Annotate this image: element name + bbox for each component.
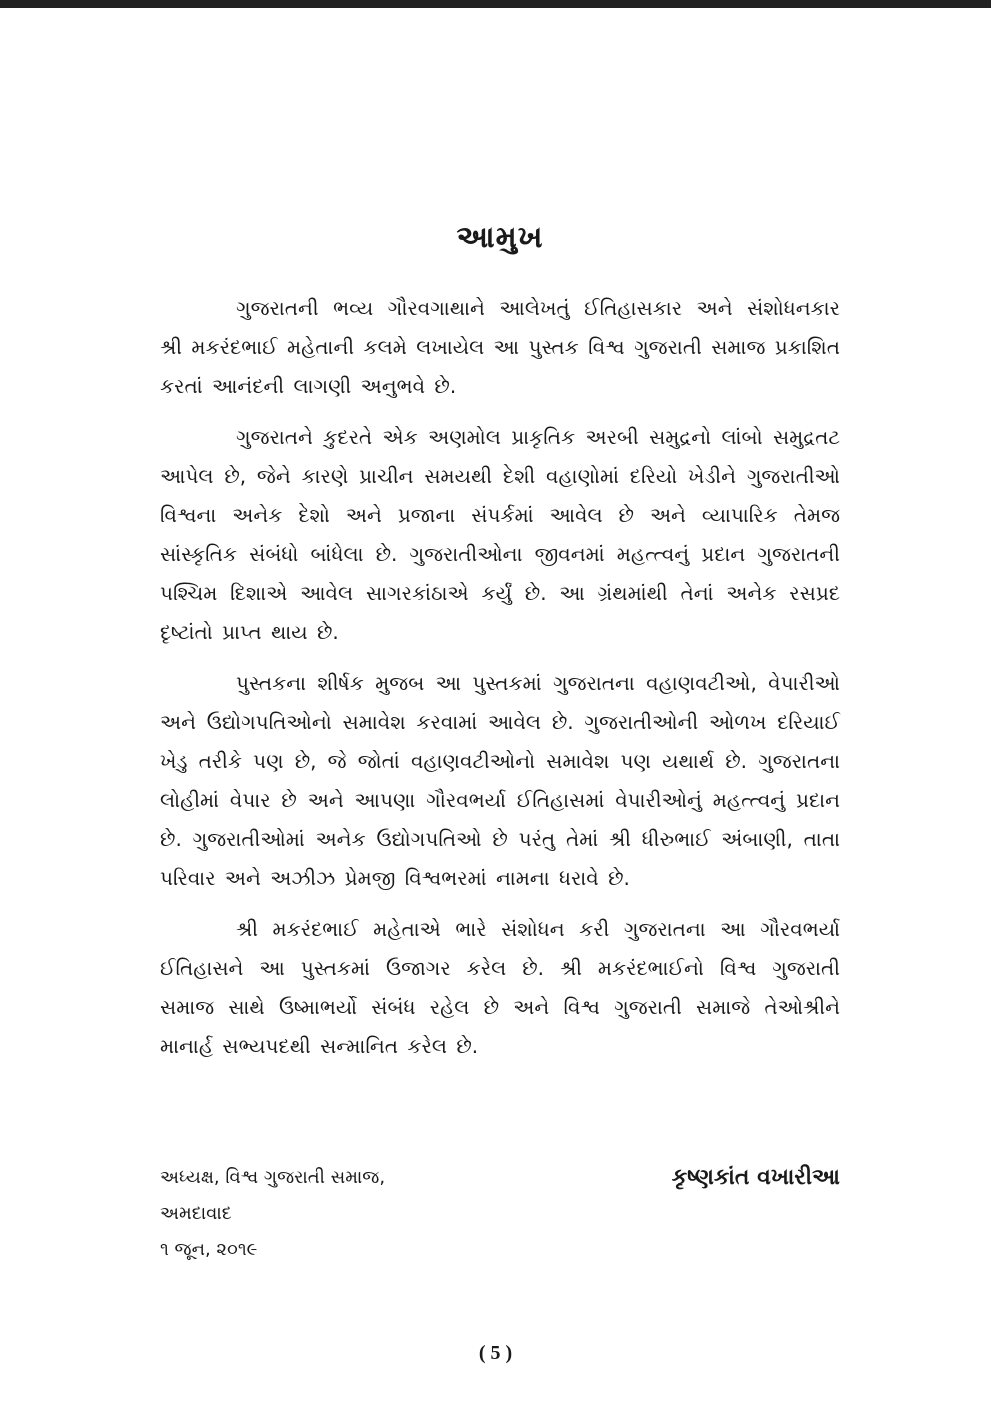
- signatory-details: [160, 1160, 385, 1268]
- page-number: ( 5 ): [478, 1342, 513, 1364]
- paragraph-1: ગુજરાતની ભવ્ય ગૌરવગાથાને આલેખતું ઈતિહાસકાર અને સંશોધનકાર શ્રી મકરંદભાઈ મહેતાની કલમે લખાયેલ આ પુસ્તક વિશ્વ ગુજરાતી સમાજ પ્રકાશિત કરતાં આનંદની લાગણી અનુભવે છે.: [160, 296, 840, 398]
- paragraph-3: પુસ્તકના શીર્ષક મુજબ આ પુસ્તકમાં ગુજરાતના વહાણવટીઓ, વેપારીઓ અને ઉદ્યોગપતિઓનો સમાવેશ કરવામાં આવેલ છે. ગુજરાતીઓની ઓળખ દરિયાઈ ખેડુ તરીકે પણ છે, જે જોતાં વહાણવટીઓનો સમાવેશ પણ યથાર્થ છે. ગુજરાતના લોહીમાં વેપાર છે અને આપણા ગૌરવભર્યા ઈતિહાસમાં વેપારીઓનું મહત્ત્વનું પ્રદાન છે. ગુજરાતીઓમાં અનેક ઉદ્યોગપતિઓ છે પરંતુ તેમાં શ્રી ધીરુભાઈ અંબાણી, તાતા પરિવાર અને અઝીઝ પ્રેમજી વિશ્વભરમાં નામના ધરાવે છે.: [160, 671, 840, 890]
- top-border-rule: [0, 0, 991, 8]
- signatory-name: કૃષ્ણકાંત વખારીઆ: [671, 1165, 840, 1190]
- paragraph-4: શ્રી મકરંદભાઈ મહેતાએ ભારે સંશોધન કરી ગુજરાતના આ ગૌરવભર્યા ઈતિહાસને આ પુસ્તકમાં ઉજાગર કરેલ છે. શ્રી મકરંદભાઈનો વિશ્વ ગુજરાતી સમાજ સાથે ઉષ્માભર્યો સંબંધ રહેલ છે અને વિશ્વ ગુજરાતી સમાજે તેઓશ્રીને માનાર્હ સભ્યપદથી સન્માનિત કરેલ છે.: [160, 917, 840, 1058]
- date: ૧ જૂન, ૨૦૧૯: [160, 1239, 258, 1260]
- place: અમદાવાદ: [160, 1203, 232, 1224]
- designation: અધ્યક્ષ, વિશ્વ ગુજરાતી સમાજ,: [160, 1167, 386, 1188]
- document-body: [160, 220, 840, 1078]
- signature-block: [160, 1160, 840, 1280]
- page-title: આમુખ: [456, 220, 544, 255]
- paragraph-2: ગુજરાતને કુદરતે એક અણમોલ પ્રાકૃતિક અરબી સમુદ્રનો લાંબો સમુદ્રતટ આપેલ છે, જેને કારણે પ્રાચીન સમયથી દેશી વહાણોમાં દરિયો ખેડીને ગુજરાતીઓ વિશ્વના અનેક દેશો અને પ્રજાના સંપર્કમાં આવેલ છે અને વ્યાપારિક તેમજ સાંસ્કૃતિક સંબંધો બાંધેલા છે. ગુજરાતીઓના જીવનમાં મહત્ત્વનું પ્રદાન ગુજરાતની પશ્ચિમ દિશાએ આવેલ સાગરકાંઠાએ કર્યું છે. આ ગ્રંથમાંથી તેનાં અનેક રસપ્રદ દૃષ્ટાંતો પ્રાપ્ત થાય છે.: [160, 425, 840, 644]
